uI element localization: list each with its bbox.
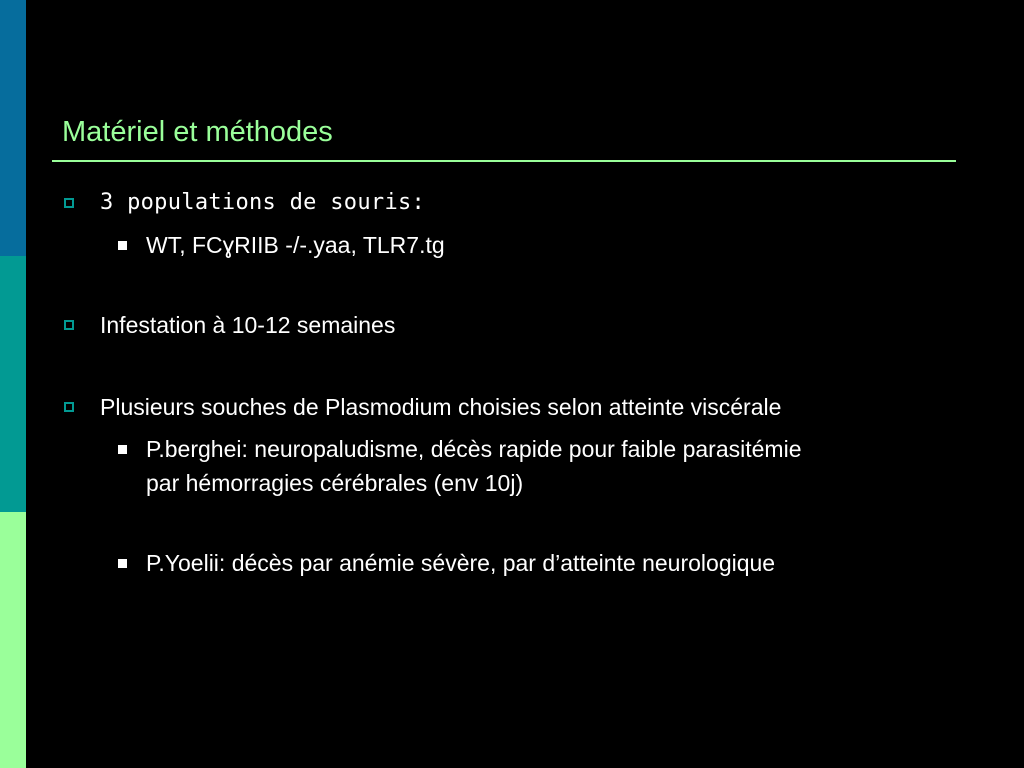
filled-square-bullet-icon [118,445,127,454]
sub-bullet-item-yoelii: P.Yoelii: décès par anémie sévère, par d’atteinte neurologique [146,550,776,576]
slide-title: Matériel et méthodes [62,116,333,148]
hollow-square-bullet-icon [64,320,74,330]
bullet-item-infestation: Infestation à 10-12 semaines [100,312,396,338]
hollow-square-bullet-icon [64,198,74,208]
sidebar-stripe-top [0,0,26,256]
sidebar-stripe-middle [0,256,26,512]
bullet-item-populations: 3 populations de souris: [100,190,426,215]
sidebar-stripe-bottom [0,512,26,768]
bullet-item-plasmodium-strains: Plusieurs souches de Plasmodium choisies selon atteinte viscérale [100,394,782,420]
filled-square-bullet-icon [118,241,127,250]
title-underline [52,160,956,162]
sub-bullet-item-mouse-strains: WT, FCɣRIIB -/-.yaa, TLR7.tg [146,232,445,258]
sub-bullet-item-berghei-line1: P.berghei: neuropaludisme, décès rapide pour faible parasitémie [146,436,802,462]
filled-square-bullet-icon [118,559,127,568]
hollow-square-bullet-icon [64,402,74,412]
sub-bullet-item-berghei-line2: par hémorragies cérébrales (env 10j) [146,470,524,496]
